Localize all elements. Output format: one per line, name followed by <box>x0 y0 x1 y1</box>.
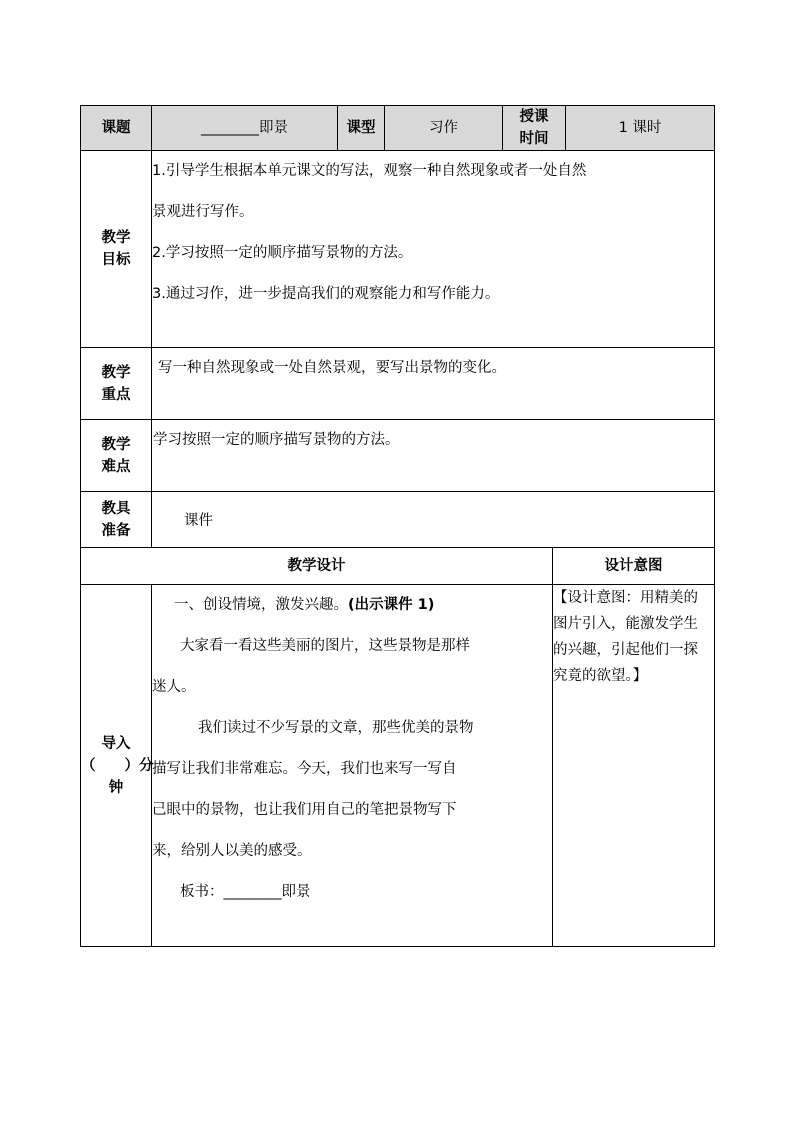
objective-line: 景观进行写作。 <box>152 204 254 220</box>
objective-line: 3.通过习作，进一步提高我们的观察能力和写作能力。 <box>152 286 500 302</box>
intro-label-line-3: 钟 <box>108 779 124 796</box>
time-label-line-1: 授课 <box>519 109 549 125</box>
objectives-row <box>81 151 715 348</box>
type-label: 课型 <box>338 106 385 151</box>
intro-line: 大家看一看这些美丽的图片，这些景物是那样 <box>180 638 470 654</box>
key-points-label-line-2: 重点 <box>101 386 131 403</box>
type-value: 习作 <box>385 106 503 151</box>
intro-step-title <box>152 585 552 626</box>
materials-content: 课件 <box>152 492 715 548</box>
design-header-row <box>81 548 715 585</box>
materials-label-line-1: 教具 <box>101 500 131 517</box>
materials-label <box>81 492 152 548</box>
difficulties-label-line-2: 难点 <box>101 458 131 475</box>
intro-label <box>81 585 152 947</box>
intro-step-note: (出示课件 1) <box>348 597 435 613</box>
intro-step-text: 一、创设情境，激发兴趣。 <box>174 597 348 613</box>
materials-label-line-2: 准备 <box>101 522 131 539</box>
key-points-label-line-1: 教学 <box>101 364 131 381</box>
intent-line: 【设计意图：用精美的 <box>553 590 698 606</box>
objectives-content <box>152 151 715 348</box>
subject-value: ________即景 <box>152 106 338 151</box>
key-points-content: 写一种自然现象或一处自然景观，要写出景物的变化。 <box>152 348 715 420</box>
intro-intent <box>553 585 715 947</box>
lesson-plan-table <box>80 105 715 947</box>
materials-row <box>81 492 715 548</box>
subject-label: 课题 <box>81 106 152 151</box>
key-points-row <box>81 348 715 420</box>
header-row <box>81 106 715 151</box>
intro-line: 来，给别人以美的感受。 <box>152 843 312 859</box>
time-label-line-2: 时间 <box>519 131 549 147</box>
intent-line: 的兴趣，引起他们一探 <box>553 642 698 658</box>
objectives-label <box>81 151 152 348</box>
intro-label-line-2: （ ）分 <box>81 757 154 774</box>
intro-row <box>81 585 715 947</box>
difficulties-content: 学习按照一定的顺序描写景物的方法。 <box>152 420 715 492</box>
objectives-label-line-2: 目标 <box>101 252 131 268</box>
intro-blackboard-line: 板书：________即景 <box>180 884 311 900</box>
difficulties-label <box>81 420 152 492</box>
intent-line: 图片引入，能激发学生 <box>553 616 698 632</box>
time-value: 1 课时 <box>566 106 715 151</box>
intent-line: 究竟的欲望。】 <box>553 668 648 684</box>
objective-line: 1.引导学生根据本单元课文的写法，观察一种自然现象或者一处自然 <box>152 163 587 179</box>
intro-line: 迷人。 <box>152 679 196 695</box>
intro-line: 描写让我们非常难忘。今天，我们也来写一写自 <box>152 761 457 777</box>
time-label <box>503 106 566 151</box>
design-header: 教学设计 <box>81 548 553 585</box>
objective-line: 2.学习按照一定的顺序描写景物的方法。 <box>152 245 413 261</box>
difficulties-label-line-1: 教学 <box>101 436 131 453</box>
intro-content <box>152 585 553 947</box>
key-points-label <box>81 348 152 420</box>
intro-line: 我们读过不少写景的文章，那些优美的景物 <box>198 720 474 736</box>
difficulties-row <box>81 420 715 492</box>
objectives-label-line-1: 教学 <box>101 230 131 246</box>
intro-label-line-1: 导入 <box>101 735 131 752</box>
intro-line: 己眼中的景物，也让我们用自己的笔把景物写下 <box>152 802 457 818</box>
intent-header: 设计意图 <box>553 548 715 585</box>
